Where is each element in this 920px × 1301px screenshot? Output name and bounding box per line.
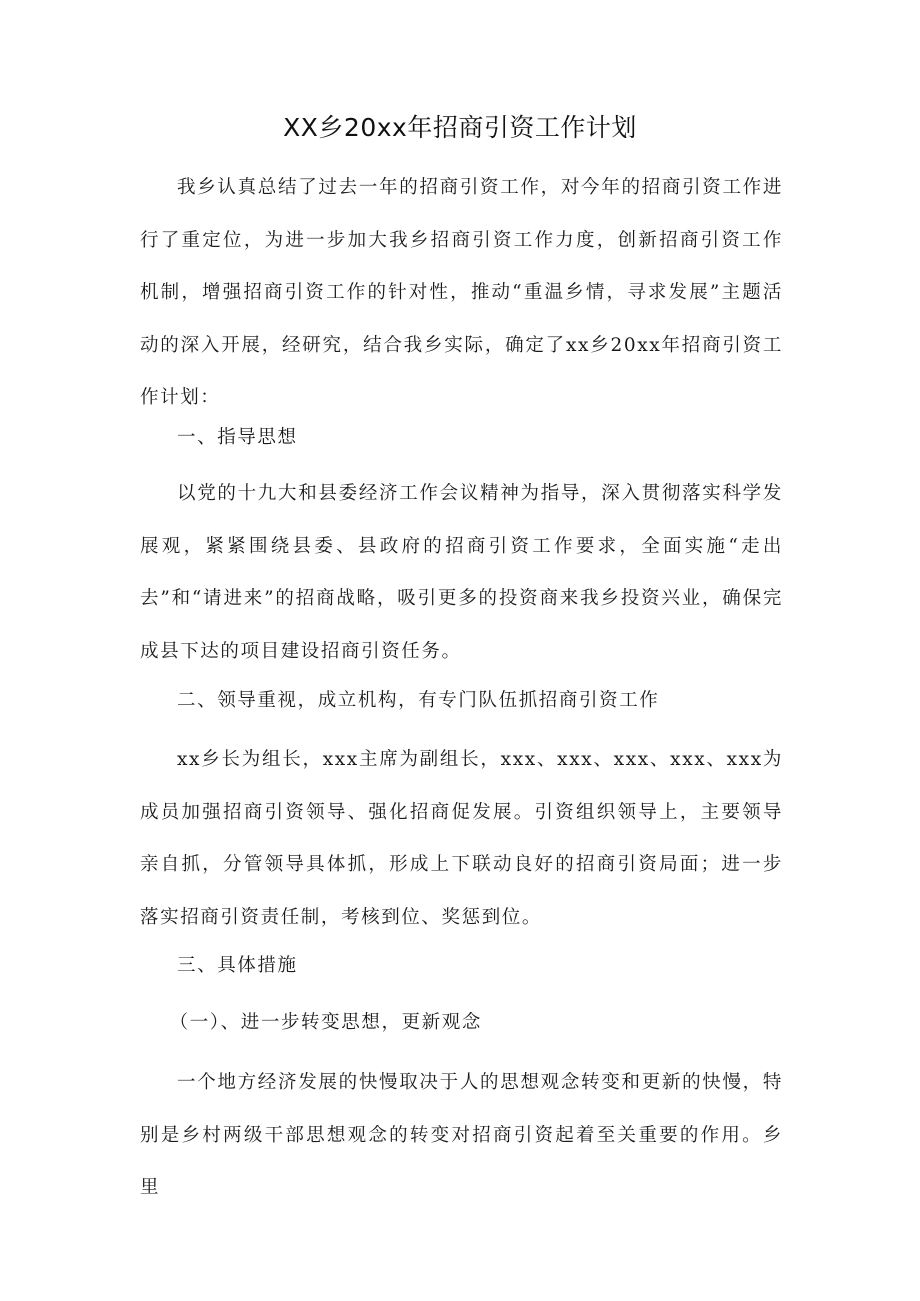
section-body-leadership: xx乡长为组长，xxx主席为副组长，xxx、xxx、xxx、xxx、xxx为成员加强招商引资领导、强化招商促发展。引资组织领导上，主要领导亲自抓，分管领导具体抓，形成上下联动良好的招商引资局面；进一步落实招商引资责任制，考核到位、奖惩到位。 bbox=[140, 749, 783, 928]
subsection-heading-change-thinking: （一）、进一步转变思想，更新观念 bbox=[169, 1012, 482, 1033]
document-title: XX乡20xx年招商引资工作计划 bbox=[283, 113, 637, 142]
section-body-guiding-ideology: 以党的十九大和县委经济工作会议精神为指导，深入贯彻落实科学发展观，紧紧围绕县委、县政府的招商引资工作要求，全面实施“走出去”和“请进来”的招商战略，吸引更多的投资商来我乡投资兴业，确保完成县下达的项目建设招商引资任务。 bbox=[140, 483, 783, 662]
section-heading-specific-measures: 三、具体措施 bbox=[177, 955, 298, 976]
section-heading-guiding-ideology: 一、指导思想 bbox=[177, 427, 298, 448]
intro-paragraph: 我乡认真总结了过去一年的招商引资工作，对今年的招商引资工作进行了重定位，为进一步加大我乡招商引资工作力度，创新招商引资工作机制，增强招商引资工作的针对性，推动“重温乡情，寻求发展”主题活动的深入开展，经研究，结合我乡实际，确定了xx乡20xx年招商引资工作计划： bbox=[140, 177, 783, 408]
subsection-body-change-thinking: 一个地方经济发展的快慢取决于人的思想观念转变和更新的快慢，特别是乡村两级干部思想观念的转变对招商引资起着至关重要的作用。乡里 bbox=[140, 1072, 783, 1198]
section-heading-leadership: 二、领导重视，成立机构，有专门队伍抓招商引资工作 bbox=[177, 690, 660, 711]
